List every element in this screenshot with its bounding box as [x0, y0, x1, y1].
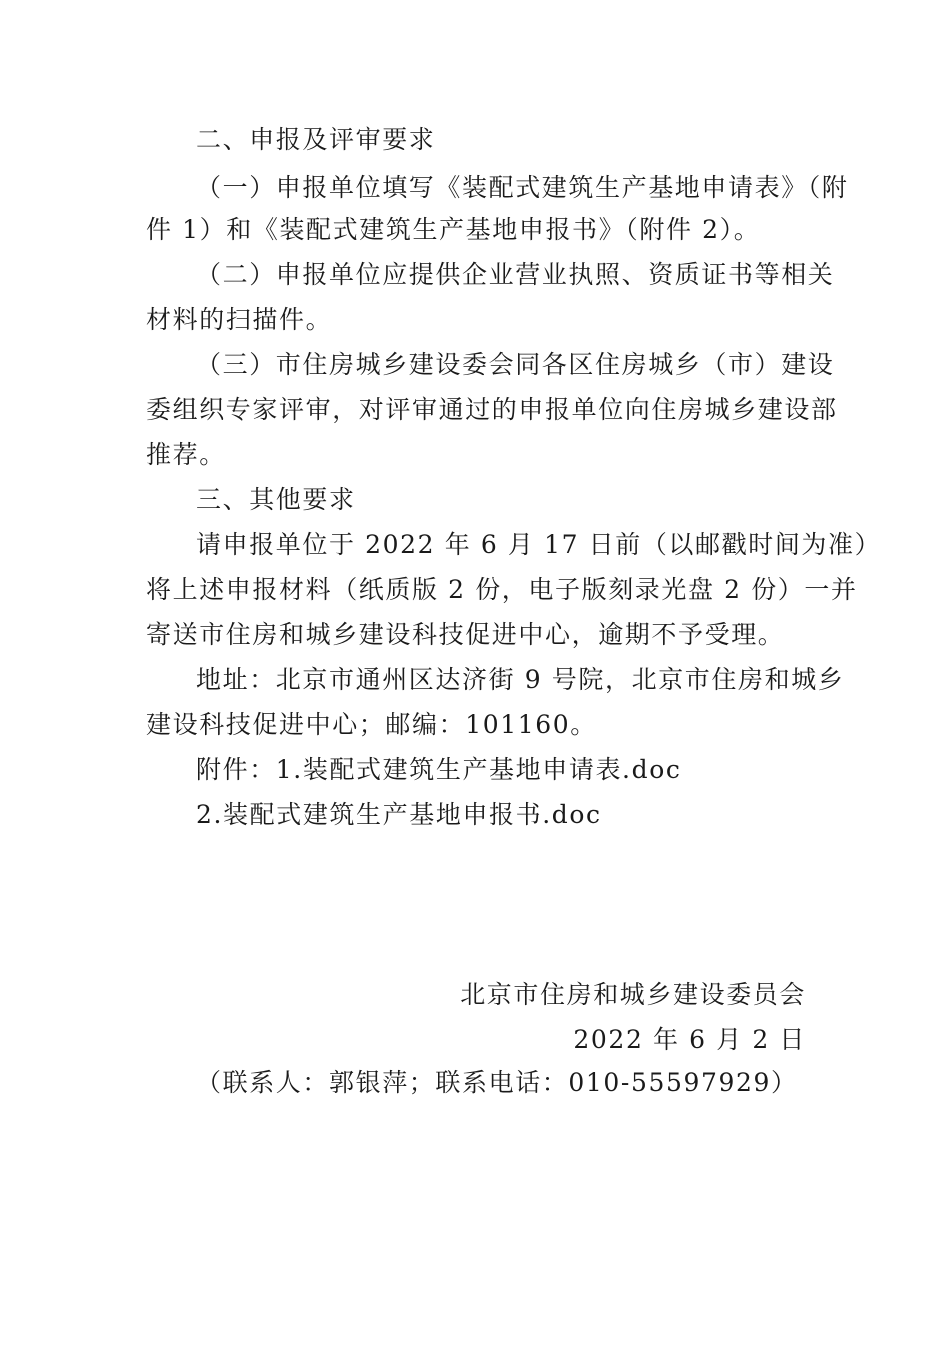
item3-line1: （三）市住房城乡建设委会同各区住房城乡（市）建设 — [196, 350, 835, 379]
item2-line2: 材料的扫描件。 — [146, 305, 333, 334]
contact-info: （联系人：郭银萍；联系电话：010-55597929） — [196, 1068, 798, 1097]
item3-line3: 推荐。 — [146, 440, 226, 469]
body-line2: 将上述申报材料（纸质版 2 份，电子版刻录光盘 2 份）一并 — [146, 575, 858, 604]
signature-org: 北京市住房和城乡建设委员会 — [460, 980, 806, 1009]
item1-line2: 件 1）和《装配式建筑生产基地申报书》（附件 2）。 — [146, 215, 761, 244]
section-heading-requirements: 二、申报及评审要求 — [196, 125, 436, 154]
item3-line2: 委组织专家评审，对评审通过的申报单位向住房城乡建设部 — [146, 395, 838, 424]
item1-line1: （一）申报单位填写《装配式建筑生产基地申请表》（附 — [196, 173, 849, 202]
item2-line1: （二）申报单位应提供企业营业执照、资质证书等相关 — [196, 260, 835, 289]
signature-date: 2022 年 6 月 2 日 — [573, 1025, 806, 1054]
attachment-2: 2.装配式建筑生产基地申报书.doc — [196, 800, 602, 829]
body-line3: 寄送市住房和城乡建设科技促进中心，逾期不予受理。 — [146, 620, 785, 649]
section-heading-other: 三、其他要求 — [196, 485, 356, 514]
attachment-1: 附件：1.装配式建筑生产基地申请表.doc — [196, 755, 682, 784]
address-line1: 地址：北京市通州区达济街 9 号院，北京市住房和城乡 — [196, 665, 845, 694]
address-line2: 建设科技促进中心；邮编：101160。 — [146, 710, 597, 739]
body-line1: 请申报单位于 2022 年 6 月 17 日前（以邮戳时间为准） — [196, 530, 882, 559]
